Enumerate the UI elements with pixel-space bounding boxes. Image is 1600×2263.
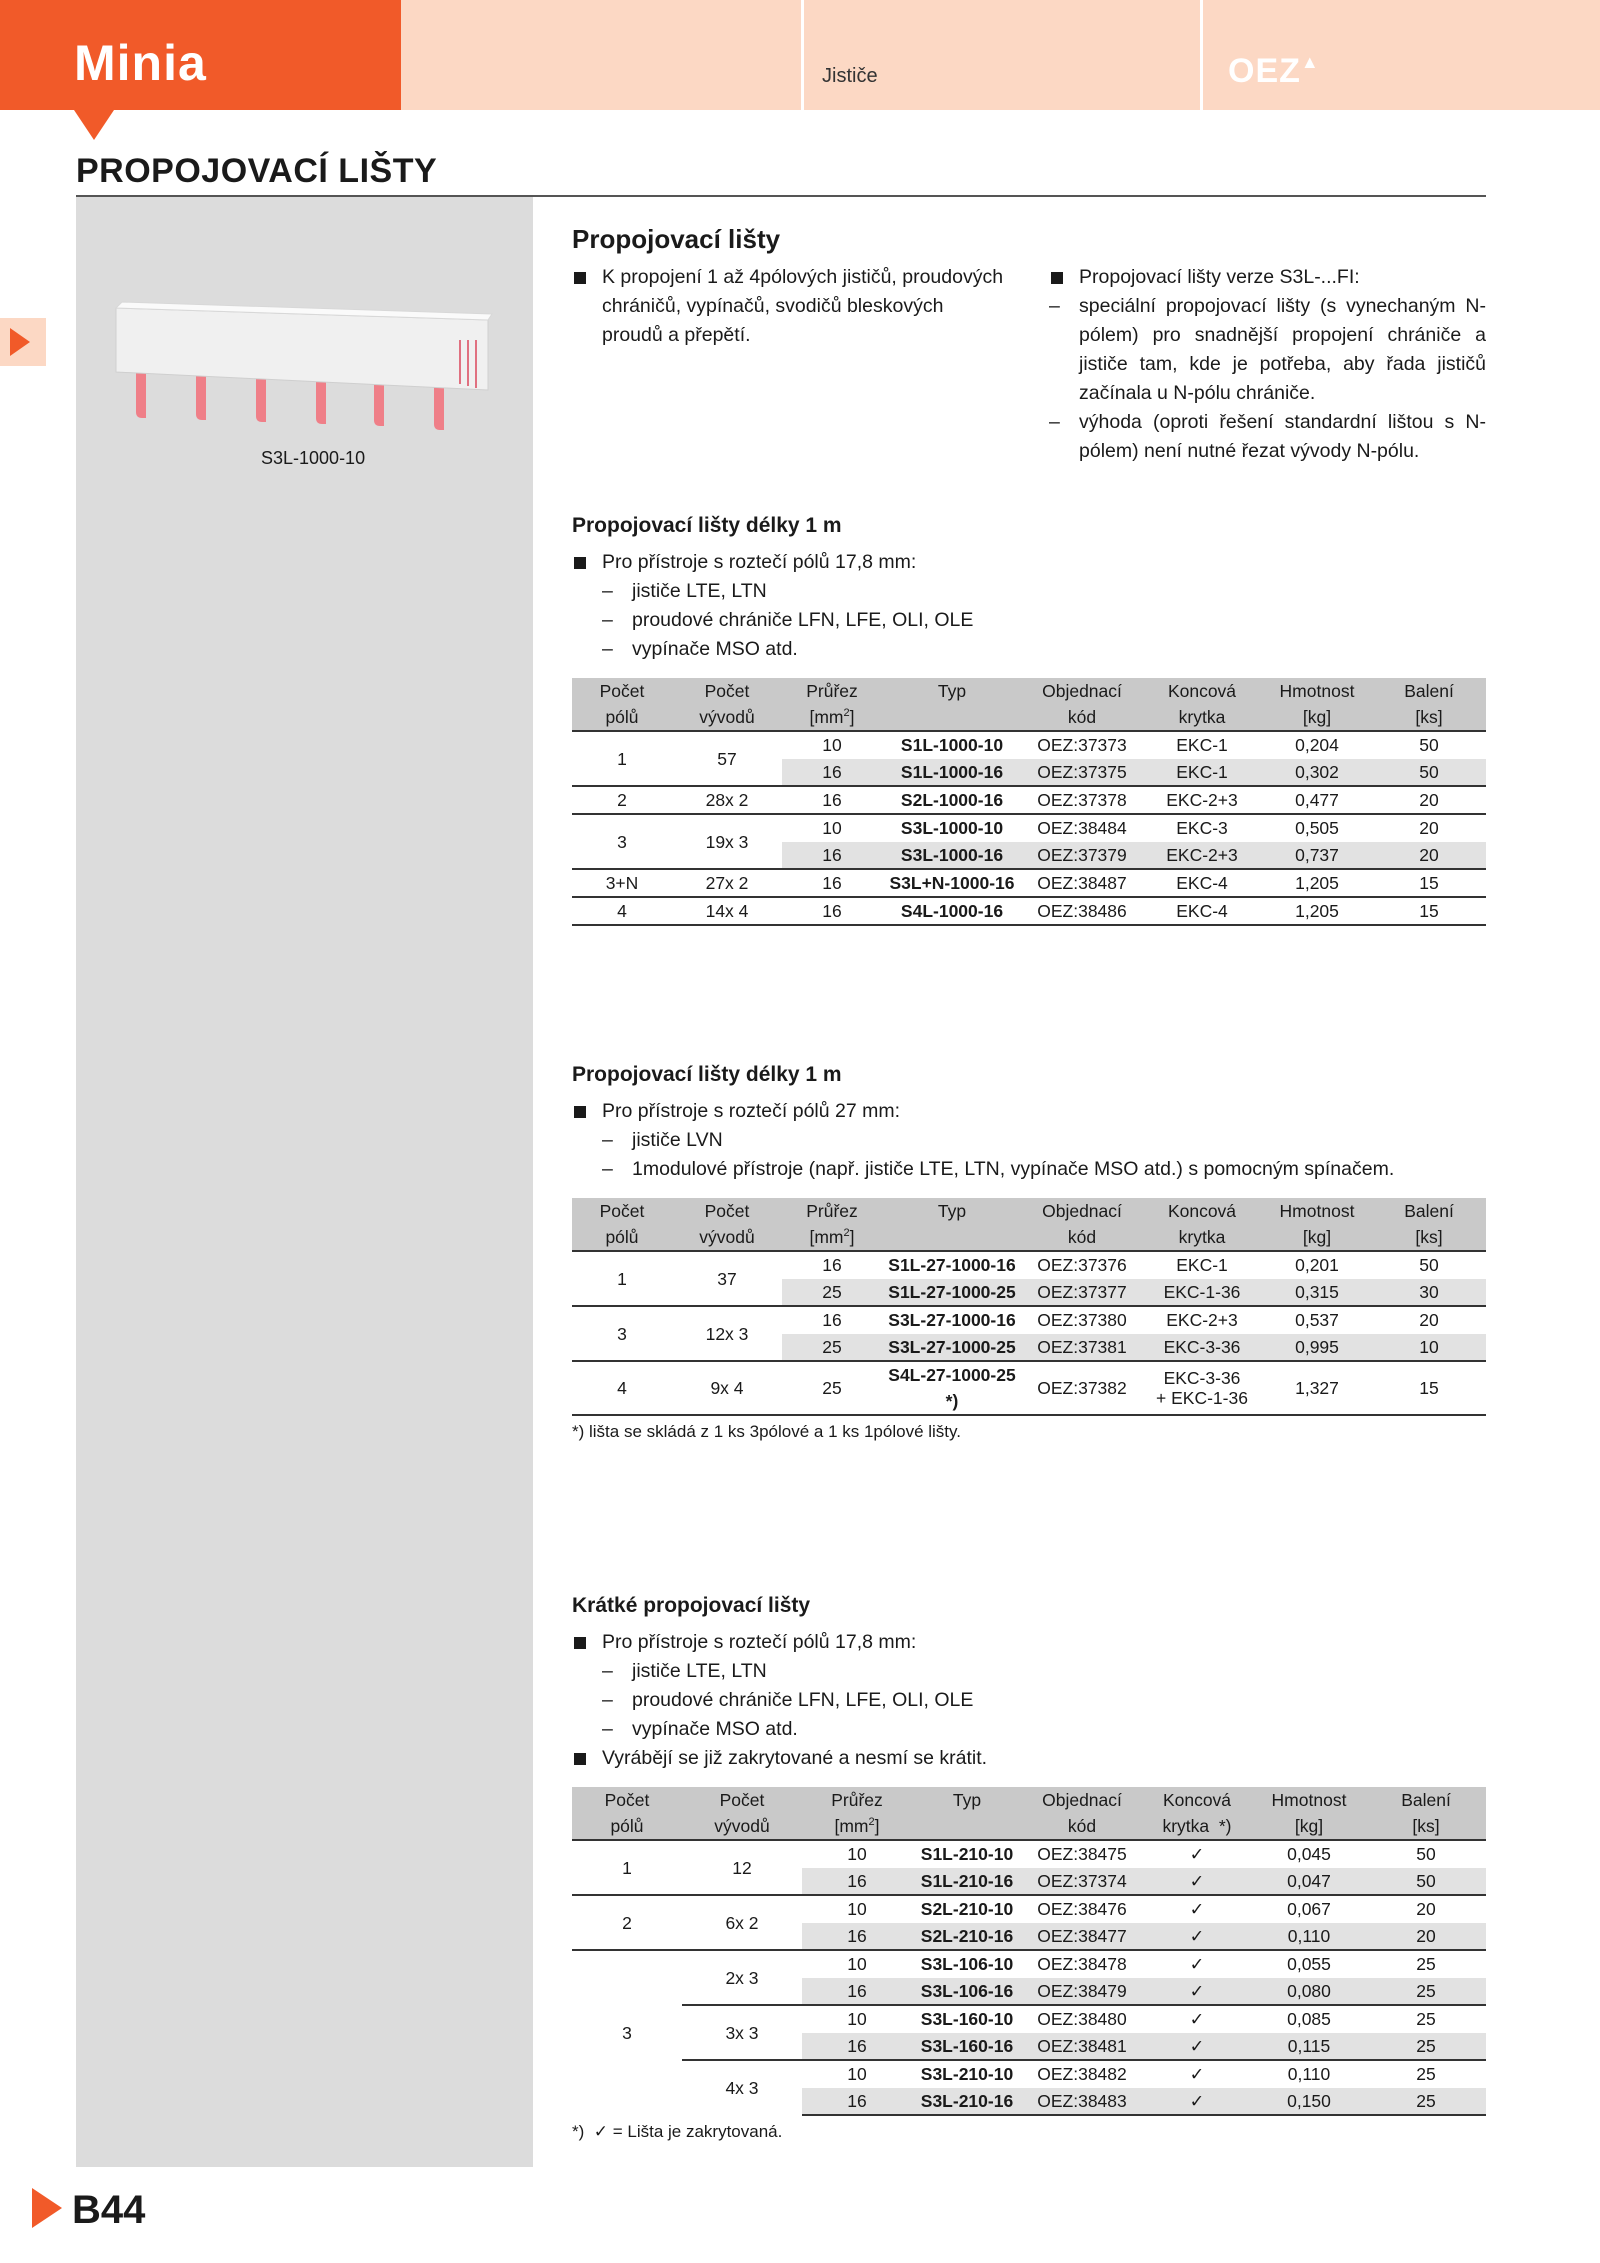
- cell-poles: 1: [572, 1251, 672, 1306]
- cell-section: 16: [782, 897, 882, 925]
- col-code: Objednací kód: [1022, 678, 1142, 731]
- cell-outputs: 9x 4: [672, 1361, 782, 1415]
- side-tab: [0, 318, 46, 366]
- cell-type: S1L-1000-16: [882, 759, 1022, 787]
- product-table-1: [572, 678, 1486, 926]
- cell-type: S3L-27-1000-25: [882, 1334, 1022, 1362]
- cell-section: 10: [802, 2005, 912, 2033]
- cell-weight: 0,204: [1262, 731, 1372, 759]
- cell-weight: 0,315: [1262, 1279, 1372, 1307]
- cell-outputs: 12: [682, 1840, 802, 1895]
- col-section: Průřez $[mm^2]$: [782, 678, 882, 731]
- section1-dash-item: – jističe LTE, LTN: [602, 577, 1486, 606]
- cell-cover: EKC-1: [1142, 731, 1262, 759]
- cell-code: OEZ:38482: [1022, 2060, 1142, 2088]
- cell-poles: 2: [572, 786, 672, 814]
- col-outputs: Počet vývodů: [672, 678, 782, 731]
- cell-type: S1L-27-1000-25: [882, 1279, 1022, 1307]
- cell-cover: EKC-4: [1142, 869, 1262, 897]
- cell-code: OEZ:37374: [1022, 1868, 1142, 1896]
- cell-type: S3L-210-16: [912, 2088, 1022, 2116]
- cell-weight: 0,150: [1252, 2088, 1366, 2116]
- cell-outputs: 27x 2: [672, 869, 782, 897]
- cell-weight: 0,302: [1262, 759, 1372, 787]
- section-short-bars: [572, 1594, 1486, 2142]
- cell-poles: 1: [572, 1840, 682, 1895]
- cell-poles: 4: [572, 897, 672, 925]
- cell-outputs: 3x 3: [682, 2005, 802, 2060]
- header-separator: [1200, 0, 1203, 110]
- check-icon: ✓: [1142, 1840, 1252, 1868]
- table-row: [572, 869, 1486, 897]
- cell-outputs: 2x 3: [682, 1950, 802, 2005]
- cell-cover: EKC-1: [1142, 759, 1262, 787]
- cell-weight: 0,995: [1262, 1334, 1372, 1362]
- check-icon: ✓: [1142, 1950, 1252, 1978]
- cell-pack: 25: [1366, 1978, 1486, 2006]
- cell-weight: 1,205: [1262, 897, 1372, 925]
- section3-bullet: Pro přístroje s roztečí pólů 17,8 mm: – jističe LTE, LTN – proudové chrániče LFN, LFE, OLI, OLE – vypínače MSO atd.: [572, 1628, 1486, 1744]
- cell-code: OEZ:38477: [1022, 1923, 1142, 1951]
- cell-cover: EKC-2+3: [1142, 1306, 1262, 1334]
- table-row: [572, 731, 1486, 759]
- section2-bullet: Pro přístroje s roztečí pólů 27 mm: – jističe LVN – 1modulové přístroje (např. jističe LTE, LTN, vypínače MSO atd.) s pomocným spínačem.: [572, 1097, 1486, 1184]
- cell-pack: 15: [1372, 869, 1486, 897]
- cell-outputs: 37: [672, 1251, 782, 1306]
- cell-weight: 0,537: [1262, 1306, 1372, 1334]
- section3-heading: Krátké propojovací lišty: [572, 1594, 811, 1617]
- check-icon: ✓: [1142, 2060, 1252, 2088]
- section3-bullet: Vyrábějí se již zakrytované a nesmí se krátit.: [572, 1744, 1486, 1773]
- cell-section: 10: [802, 1840, 912, 1868]
- col-type: Typ: [882, 678, 1022, 731]
- intro-section: [572, 224, 1486, 466]
- cell-code: OEZ:37375: [1022, 759, 1142, 787]
- table-row: [572, 786, 1486, 814]
- table-row: [572, 814, 1486, 842]
- cell-code: OEZ:37382: [1022, 1361, 1142, 1415]
- table-row: [572, 1361, 1486, 1415]
- section-bars-17-8: [572, 514, 1486, 926]
- logo-triangle-icon: ▲: [1300, 52, 1320, 72]
- table-header-row: Počet pólů Počet vývodů Průřez $[mm^2]$ Typ Objednací kód Koncová krytka Hmotnost [kg] Balení [ks]: [572, 1198, 1486, 1251]
- check-icon: ✓: [1142, 1978, 1252, 2006]
- cell-pack: 20: [1372, 842, 1486, 870]
- cell-poles: 1: [572, 731, 672, 786]
- cell-code: OEZ:37378: [1022, 786, 1142, 814]
- product-image: [108, 300, 508, 450]
- cell-code: OEZ:37380: [1022, 1306, 1142, 1334]
- cell-section: 16: [782, 1251, 882, 1279]
- cell-outputs: 14x 4: [672, 897, 782, 925]
- cell-cover: EKC-3-36 + EKC-1-36: [1142, 1361, 1262, 1415]
- cell-section: 10: [782, 814, 882, 842]
- intro-dash-item: – výhoda (oproti řešení standardní lištou s N-pólem) není nutné řezat vývody N-pólu.: [1049, 408, 1486, 466]
- cell-section: 25: [782, 1279, 882, 1307]
- table-row: [572, 1306, 1486, 1334]
- cell-weight: 0,737: [1262, 842, 1372, 870]
- check-icon: ✓: [1142, 2088, 1252, 2116]
- section3-dash-item: – jističe LTE, LTN: [602, 1657, 1486, 1686]
- section2-dash-item: – 1modulové přístroje (např. jističe LTE, LTN, vypínače MSO atd.) s pomocným spínačem.: [602, 1155, 1486, 1184]
- cell-type: S2L-210-16: [912, 1923, 1022, 1951]
- section2-heading: Propojovací lišty délky 1 m: [572, 1063, 842, 1086]
- cell-code: OEZ:37377: [1022, 1279, 1142, 1307]
- cell-code: OEZ:38484: [1022, 814, 1142, 842]
- cell-pack: 50: [1366, 1868, 1486, 1896]
- cell-pack: 20: [1372, 1306, 1486, 1334]
- cell-pack: 20: [1366, 1895, 1486, 1923]
- cell-cover: EKC-3: [1142, 814, 1262, 842]
- cell-outputs: 28x 2: [672, 786, 782, 814]
- cell-type: S1L-1000-10: [882, 731, 1022, 759]
- check-icon: ✓: [1142, 2005, 1252, 2033]
- cell-section: 16: [802, 1868, 912, 1896]
- cell-code: OEZ:38476: [1022, 1895, 1142, 1923]
- cell-type: S1L-210-10: [912, 1840, 1022, 1868]
- cell-weight: 0,045: [1252, 1840, 1366, 1868]
- cell-cover: EKC-3-36: [1142, 1334, 1262, 1362]
- product-table-3: [572, 1787, 1486, 2116]
- intro-left-bullet: K propojení 1 až 4pólových jističů, proudových chráničů, vypínačů, svodičů bleskových proudů a přepětí.: [572, 263, 1009, 350]
- cell-pack: 20: [1366, 1923, 1486, 1951]
- intro-dash-item: – speciální propojovací lišty (s vynechaným N-pólem) pro snadnější propojení chrániče a jističe tam, kde je potřeba, aby řada jističů začínala u N-pólu chrániče.: [1049, 292, 1486, 408]
- cell-code: OEZ:38487: [1022, 869, 1142, 897]
- cell-section: 10: [782, 731, 882, 759]
- page-title: PROPOJOVACÍ LIŠTY: [76, 152, 438, 190]
- category-label: Jističe: [822, 65, 878, 87]
- cell-type: S3L+N-1000-16: [882, 869, 1022, 897]
- col-pack: Balení [ks]: [1372, 678, 1486, 731]
- page-number: B44: [72, 2188, 146, 2232]
- cell-poles: 3: [572, 814, 672, 869]
- check-icon: ✓: [1142, 1923, 1252, 1951]
- table-header-row: Počet pólů Počet vývodů Průřez $[mm^2]$ Typ Objednací kód Koncová krytka *) Hmotnost [kg] Balení [ks]: [572, 1787, 1486, 1840]
- table-header-row: [572, 678, 1486, 731]
- cell-pack: 20: [1372, 786, 1486, 814]
- cell-pack: 15: [1372, 1361, 1486, 1415]
- cell-type: S3L-1000-16: [882, 842, 1022, 870]
- cell-weight: 0,110: [1252, 2060, 1366, 2088]
- cell-section: 16: [802, 1923, 912, 1951]
- intro-heading: Propojovací lišty: [572, 224, 781, 254]
- cell-outputs: 6x 2: [682, 1895, 802, 1950]
- cell-code: OEZ:37376: [1022, 1251, 1142, 1279]
- cell-pack: 25: [1366, 1950, 1486, 1978]
- section3-dash-item: – vypínače MSO atd.: [602, 1715, 1486, 1744]
- cell-code: OEZ:38481: [1022, 2033, 1142, 2061]
- cell-cover: EKC-2+3: [1142, 786, 1262, 814]
- section2-note: *) lišta se skládá z 1 ks 3pólové a 1 ks 1pólové lišty.: [572, 1422, 961, 1441]
- cell-pack: 10: [1372, 1334, 1486, 1362]
- cell-pack: 50: [1372, 759, 1486, 787]
- cell-type: S3L-106-16: [912, 1978, 1022, 2006]
- cell-outputs: 57: [672, 731, 782, 786]
- cell-section: 16: [802, 1978, 912, 2006]
- header-bar: [0, 0, 1600, 110]
- table-row: [572, 1251, 1486, 1279]
- footer-arrow-icon: [32, 2188, 62, 2228]
- cell-pack: 15: [1372, 897, 1486, 925]
- cell-code: OEZ:38479: [1022, 1978, 1142, 2006]
- cell-weight: 0,505: [1262, 814, 1372, 842]
- col-weight: Hmotnost [kg]: [1262, 678, 1372, 731]
- cell-section: 10: [802, 2060, 912, 2088]
- cell-section: 16: [782, 759, 882, 787]
- cell-section: 16: [782, 1306, 882, 1334]
- cell-weight: 0,080: [1252, 1978, 1366, 2006]
- col-cover: Koncová krytka: [1142, 678, 1262, 731]
- cell-type: S3L-210-10: [912, 2060, 1022, 2088]
- cell-section: 16: [802, 2033, 912, 2061]
- cell-poles: 3: [572, 1950, 682, 2115]
- cell-code: OEZ:37379: [1022, 842, 1142, 870]
- cell-type: S3L-106-10: [912, 1950, 1022, 1978]
- check-icon: ✓: [1142, 2033, 1252, 2061]
- section1-dash-item: – vypínače MSO atd.: [602, 635, 1486, 664]
- header-notch: [74, 110, 114, 140]
- cell-pack: 50: [1366, 1840, 1486, 1868]
- cell-outputs: 4x 3: [682, 2060, 802, 2115]
- side-panel: [76, 197, 533, 2167]
- check-icon: ✓: [1142, 1895, 1252, 1923]
- table-row: [572, 2005, 1486, 2033]
- cell-weight: 0,477: [1262, 786, 1372, 814]
- cell-code: OEZ:38480: [1022, 2005, 1142, 2033]
- cell-pack: 50: [1372, 1251, 1486, 1279]
- cell-type: S3L-160-16: [912, 2033, 1022, 2061]
- cell-poles: 3+N: [572, 869, 672, 897]
- cell-weight: 0,110: [1252, 1923, 1366, 1951]
- cell-poles: 3: [572, 1306, 672, 1361]
- oez-logo: OEZ▲: [1228, 52, 1320, 90]
- cell-weight: 0,055: [1252, 1950, 1366, 1978]
- section1-bullet: Pro přístroje s roztečí pólů 17,8 mm: – jističe LTE, LTN – proudové chrániče LFN, LFE, OLI, OLE – vypínače MSO atd.: [572, 548, 1486, 664]
- cell-section: 25: [782, 1361, 882, 1415]
- section-bars-27: [572, 1063, 1486, 1442]
- cell-pack: 50: [1372, 731, 1486, 759]
- col-poles: Počet pólů: [572, 678, 672, 731]
- section2-dash-item: – jističe LVN: [602, 1126, 1486, 1155]
- cell-type: S2L-1000-16: [882, 786, 1022, 814]
- cell-cover: EKC-4: [1142, 897, 1262, 925]
- cell-code: OEZ:37373: [1022, 731, 1142, 759]
- cell-cover: EKC-2+3: [1142, 842, 1262, 870]
- cell-weight: 1,327: [1262, 1361, 1372, 1415]
- product-label: S3L-1000-10: [261, 448, 366, 468]
- cell-code: OEZ:38483: [1022, 2088, 1142, 2116]
- cell-pack: 25: [1366, 2088, 1486, 2116]
- cell-outputs: 19x 3: [672, 814, 782, 869]
- cell-section: 16: [782, 869, 882, 897]
- section1-dash-item: – proudové chrániče LFN, LFE, OLI, OLE: [602, 606, 1486, 635]
- cell-section: 16: [802, 2088, 912, 2116]
- cell-code: OEZ:38475: [1022, 1840, 1142, 1868]
- cell-cover: EKC-1-36: [1142, 1279, 1262, 1307]
- cell-weight: 0,115: [1252, 2033, 1366, 2061]
- table-row: [572, 1950, 1486, 1978]
- table-row: [572, 1895, 1486, 1923]
- table-row: [572, 1840, 1486, 1868]
- header-separator: [801, 0, 804, 110]
- cell-weight: 0,047: [1252, 1868, 1366, 1896]
- brand-title: Minia: [74, 35, 207, 91]
- cell-type: S3L-27-1000-16: [882, 1306, 1022, 1334]
- cell-weight: 0,085: [1252, 2005, 1366, 2033]
- cell-section: 10: [802, 1895, 912, 1923]
- cell-weight: 0,067: [1252, 1895, 1366, 1923]
- table-row: [572, 2060, 1486, 2088]
- cell-cover: EKC-1: [1142, 1251, 1262, 1279]
- section3-dash-item: – proudové chrániče LFN, LFE, OLI, OLE: [602, 1686, 1486, 1715]
- cell-weight: 1,205: [1262, 869, 1372, 897]
- section3-note: *) ✓ = Lišta je zakrytovaná.: [572, 2122, 783, 2141]
- section1-heading: Propojovací lišty délky 1 m: [572, 514, 842, 537]
- cell-pack: 25: [1366, 2005, 1486, 2033]
- cell-code: OEZ:37381: [1022, 1334, 1142, 1362]
- cell-section: 16: [782, 786, 882, 814]
- cell-code: OEZ:38486: [1022, 897, 1142, 925]
- check-icon: ✓: [1142, 1868, 1252, 1896]
- cell-section: 10: [802, 1950, 912, 1978]
- cell-type: S1L-27-1000-16: [882, 1251, 1022, 1279]
- cell-weight: 0,201: [1262, 1251, 1372, 1279]
- cell-code: OEZ:38478: [1022, 1950, 1142, 1978]
- cell-type: S4L-27-1000-25 *): [882, 1361, 1022, 1415]
- cell-type: S2L-210-10: [912, 1895, 1022, 1923]
- intro-right-bullet: Propojovací lišty verze S3L-...FI: – speciální propojovací lišty (s vynechaným N-pólem) pro snadnější propojení chrániče a jističe tam, kde je potřeba, aby řada jističů začínala u N-pólu chrániče. – výhoda (oproti řešení standardní lištou s N-pólem) není nutné řezat vývody N-pólu.: [1049, 263, 1486, 466]
- cell-section: 25: [782, 1334, 882, 1362]
- cell-outputs: 12x 3: [672, 1306, 782, 1361]
- cell-pack: 25: [1366, 2033, 1486, 2061]
- cell-section: 16: [782, 842, 882, 870]
- cell-poles: 2: [572, 1895, 682, 1950]
- table-row: [572, 897, 1486, 925]
- arrow-right-icon: [10, 328, 30, 356]
- cell-type: S1L-210-16: [912, 1868, 1022, 1896]
- cell-pack: 30: [1372, 1279, 1486, 1307]
- cell-pack: 20: [1372, 814, 1486, 842]
- product-table-2: [572, 1198, 1486, 1416]
- cell-type: S3L-1000-10: [882, 814, 1022, 842]
- cell-type: S3L-160-10: [912, 2005, 1022, 2033]
- cell-poles: 4: [572, 1361, 672, 1415]
- cell-pack: 25: [1366, 2060, 1486, 2088]
- cell-type: S4L-1000-16: [882, 897, 1022, 925]
